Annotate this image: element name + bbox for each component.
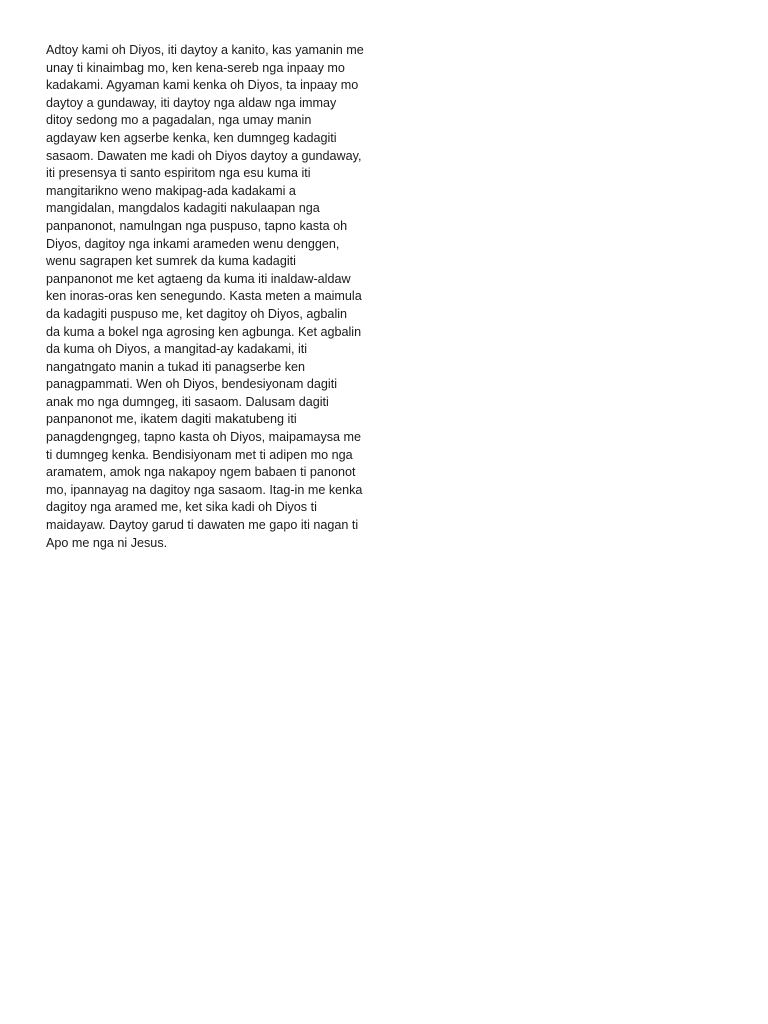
prayer-paragraph: Adtoy kami oh Diyos, iti daytoy a kanito, kas yamanin me unay ti kinaimbag mo, ken kena-sereb nga inpaay mo kadakami. Agyaman kami kenka oh Diyos, ta inpaay mo daytoy a gundaway, iti daytoy nga aldaw nga immay ditoy sedong mo a pagadalan, nga umay manin agdayaw ken agserbe kenka, ken dumngeg kadagiti sasaom. Dawaten me kadi oh Diyos daytoy a gundaway, iti presensya ti santo espiritom nga esu kuma iti mangitarikno weno makipag-ada kadakami a mangidalan, mangdalos kadagiti nakulaapan nga panpanonot, namulngan nga puspuso, tapno kasta oh Diyos, dagitoy nga inkami arameden wenu denggen, wenu sagrapen ket sumrek da kuma kadagiti panpanonot me ket agtaeng da kuma iti inaldaw-aldaw ken inoras-oras ken senegundo. Kasta meten a maimula da kadagiti puspuso me, ket dagitoy oh Diyos, agbalin da kuma a bokel nga agrosing ken agbunga. Ket agbalin da kuma oh Diyos, a mangitad-ay kadakami, iti nangatngato manin a tukad iti panagserbe ken panagpammati. Wen oh Diyos, bendesiyonam dagiti anak mo nga dumngeg, iti sasaom. Dalusam dagiti panpanonot me, ikatem dagiti makatubeng iti panagdengngeg, tapno kasta oh Diyos, maipamaysa me ti dumngeg kenka. Bendisiyonam met ti adipen mo nga aramatem, amok nga nakapoy ngem babaen ti panonot mo, ipannayag na dagitoy nga sasaom. Itag-in me kenka dagitoy nga aramed me, ket sika kadi oh Diyos ti maidayaw. Daytoy garud ti dawaten me gapo iti nagan ti Apo me nga ni Jesus. — [46, 43, 364, 550]
